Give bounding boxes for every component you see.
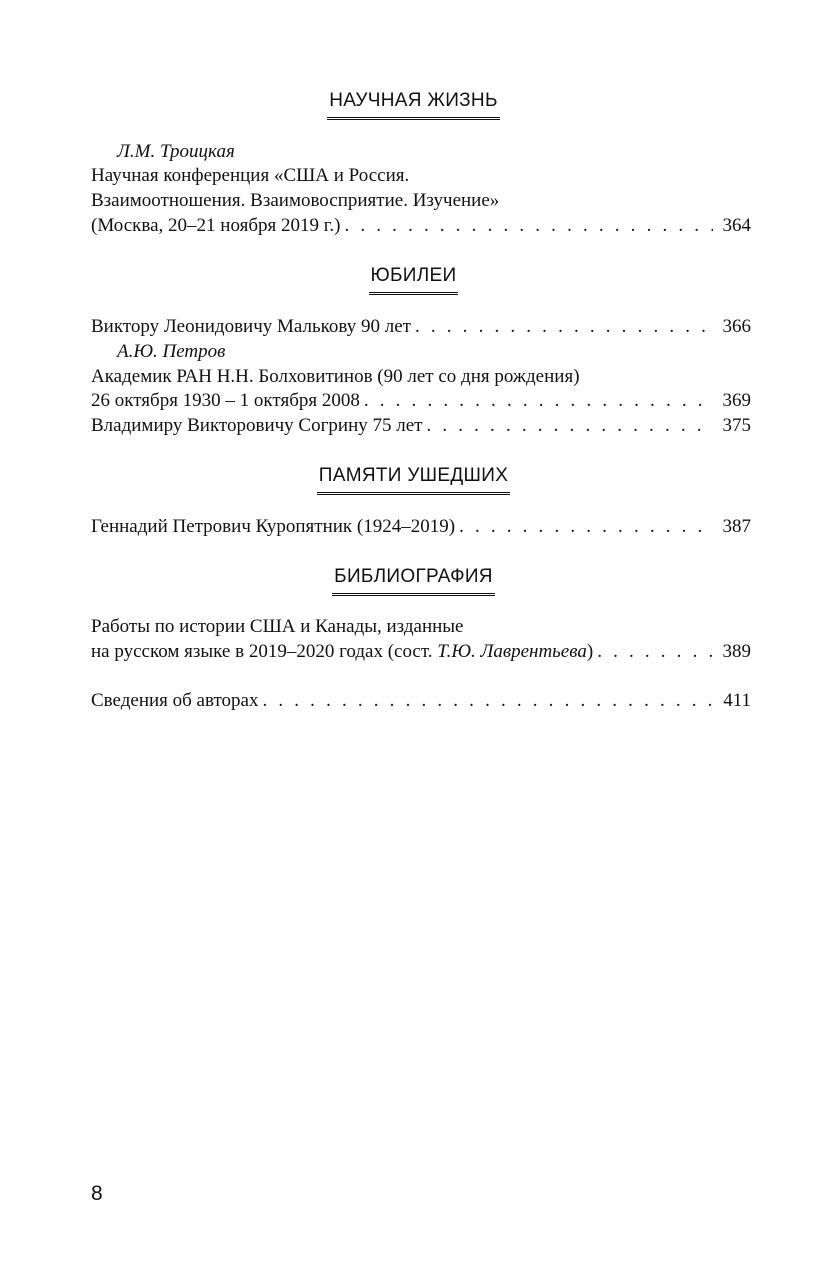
section-heading-scientific-life <box>0 90 827 120</box>
toc-entry-malkov[interactable] <box>91 315 751 339</box>
entry-author: Л.М. Троицкая <box>117 141 235 162</box>
toc-entry-kuropyatnik[interactable] <box>91 515 751 539</box>
leader-dots <box>344 214 713 238</box>
toc-entry-bibliography[interactable] <box>91 640 751 664</box>
page-number: 411 <box>723 690 751 711</box>
entry-text: 26 октября 1930 – 1 октября 2008 <box>91 390 360 411</box>
entry-author: А.Ю. Петров <box>117 341 226 362</box>
compiler-name: Т.Ю. Лаврентьева <box>437 641 587 662</box>
entry-text-part: на русском языке в 2019–2020 годах (сост. <box>91 641 438 662</box>
toc-entry-bolkhovitinov[interactable] <box>91 389 751 413</box>
entry-text: Владимиру Викторовичу Согрину 75 лет <box>91 415 423 436</box>
page-folio: 8 <box>91 1182 103 1205</box>
leader-dots <box>597 640 713 664</box>
entry-text: (Москва, 20–21 ноября 2019 г.) <box>91 215 341 236</box>
toc-entry-sogrin[interactable] <box>91 414 751 438</box>
entry-text: Геннадий Петрович Куропятник (1924–2019) <box>91 516 456 537</box>
leader-dots <box>459 515 713 539</box>
entry-text <box>91 640 593 664</box>
section-heading-bibliography <box>0 566 827 596</box>
entry-title-line: Академик РАН Н.Н. Болховитинов (90 лет со дня рождения) <box>91 366 580 387</box>
page-number: 387 <box>722 516 751 537</box>
section-heading-text: НАУЧНАЯ ЖИЗНЬ <box>327 90 499 120</box>
entry-title-line: Научная конференция «США и Россия. <box>91 165 410 186</box>
section-heading-jubilees <box>0 265 827 295</box>
page-number: 364 <box>722 215 751 236</box>
page-number: 369 <box>722 390 751 411</box>
entry-text: Сведения об авторах <box>91 690 259 711</box>
toc-entry-conference[interactable] <box>91 214 751 238</box>
section-heading-text: ПАМЯТИ УШЕДШИХ <box>317 465 510 495</box>
leader-dots <box>415 315 713 339</box>
entry-title-line: Работы по истории США и Канады, изданные <box>91 616 464 637</box>
entry-text-part: ) <box>586 641 594 662</box>
section-heading-text: БИБЛИОГРАФИЯ <box>332 566 495 596</box>
leader-dots <box>426 414 713 438</box>
entry-title-line: Взаимоотношения. Взаимовосприятие. Изучение» <box>91 190 500 211</box>
page-number: 366 <box>722 316 751 337</box>
page-number: 389 <box>722 641 751 662</box>
section-heading-in-memoriam <box>0 465 827 495</box>
entry-text: Виктору Леонидовичу Малькову 90 лет <box>91 316 411 337</box>
page-number: 375 <box>722 415 751 436</box>
section-heading-text: ЮБИЛЕИ <box>369 265 459 295</box>
leader-dots <box>262 689 713 713</box>
toc-entry-authors-info[interactable] <box>91 689 751 713</box>
leader-dots <box>364 389 713 413</box>
